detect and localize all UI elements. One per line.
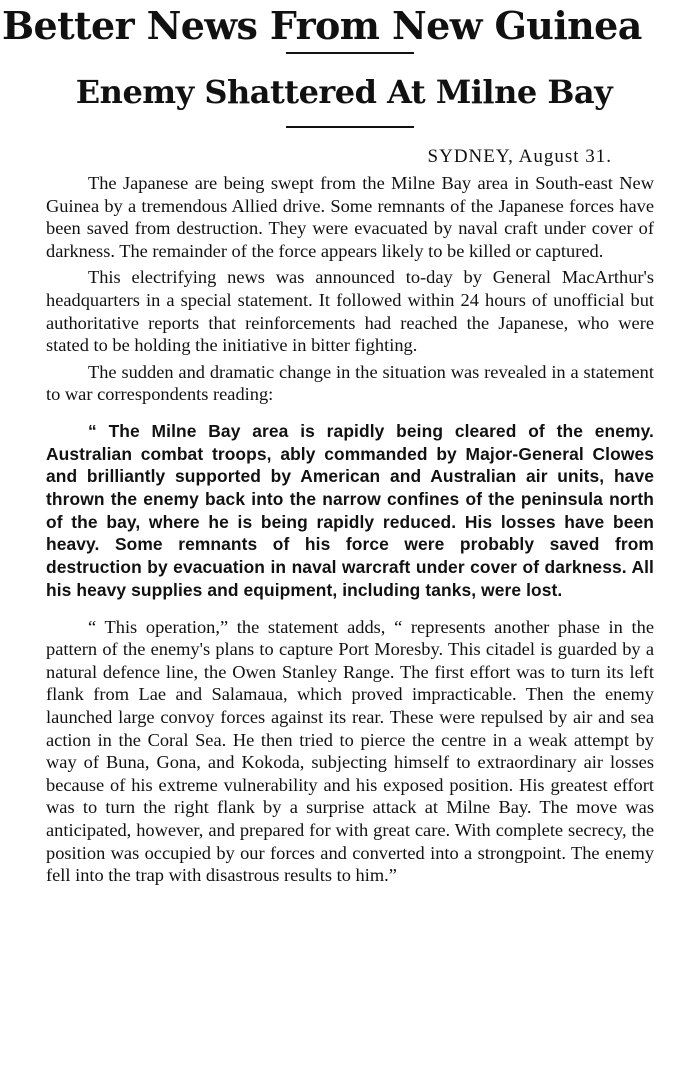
paragraph-operation: “ This operation,” the statement adds, “ represents another phase in the pattern of the enemy's plans to capture Port Moresby. This citadel is guarded by a natural defence line, the Owen Stanley Range. The first effort was to turn its left flank from Lae and Salamaua, which proved impracticable. Then the enemy launched large convoy forces against its rear. These were repulsed by air and sea action in the Coral Sea. He then tried to pierce the centre in a weak attempt by way of Buna, Gona, and Kokoda, subjecting himself to extraordinary air losses because of his extreme vulnerability and his exposed position. His greatest effort was to turn the right flank by a surprise attack at Milne Bay. The move was anticipated, however, and prepared for with great care. With complete secrecy, the position was occupied by our forces and converted into a strongpoint. The enemy fell into the trap with disastrous results to him.” — [46, 616, 654, 886]
paragraph-change: The sudden and dramatic change in the situation was revealed in a statement to war correspondents reading: — [46, 361, 654, 405]
paragraph-intro: The Japanese are being swept from the Milne Bay area in South-east New Guinea by a tremendous Allied drive. Some remnants of the Japanese forces have been saved from destruction. They were evacuated by naval craft under cover of darkness. The remainder of the force appears likely to be killed or captured. — [46, 173, 654, 261]
dateline: SYDNEY, August 31. — [427, 146, 612, 167]
statement-quote: “ The Milne Bay area is rapidly being cleared of the enemy. Australian combat troops, ably commanded by Major-General Clowes and brilliantly supported by American and Australian air units, have thrown the enemy back into the narrow confines of the peninsula north of the bay, where he is being rapidly reduced. His losses have been heavy. Some remnants of his force were probably saved from destruction by evacuation in naval warcraft under cover of darkness. All his heavy supplies and equipment, including tanks, were lost. — [46, 420, 654, 600]
headline: Better News From New Guinea — [2, 3, 642, 48]
subheadline: Enemy Shattered At Milne Bay — [75, 73, 613, 111]
paragraph-announcement: This electrifying news was announced to-day by General MacArthur's headquarters in a special statement. It followed within 24 hours of unofficial but authoritative reports that reinforcements had reached the Japanese, who were stated to be holding the initiative in bitter fighting. — [46, 267, 654, 356]
subheadline-divider — [286, 126, 414, 128]
headline-divider — [286, 52, 414, 54]
